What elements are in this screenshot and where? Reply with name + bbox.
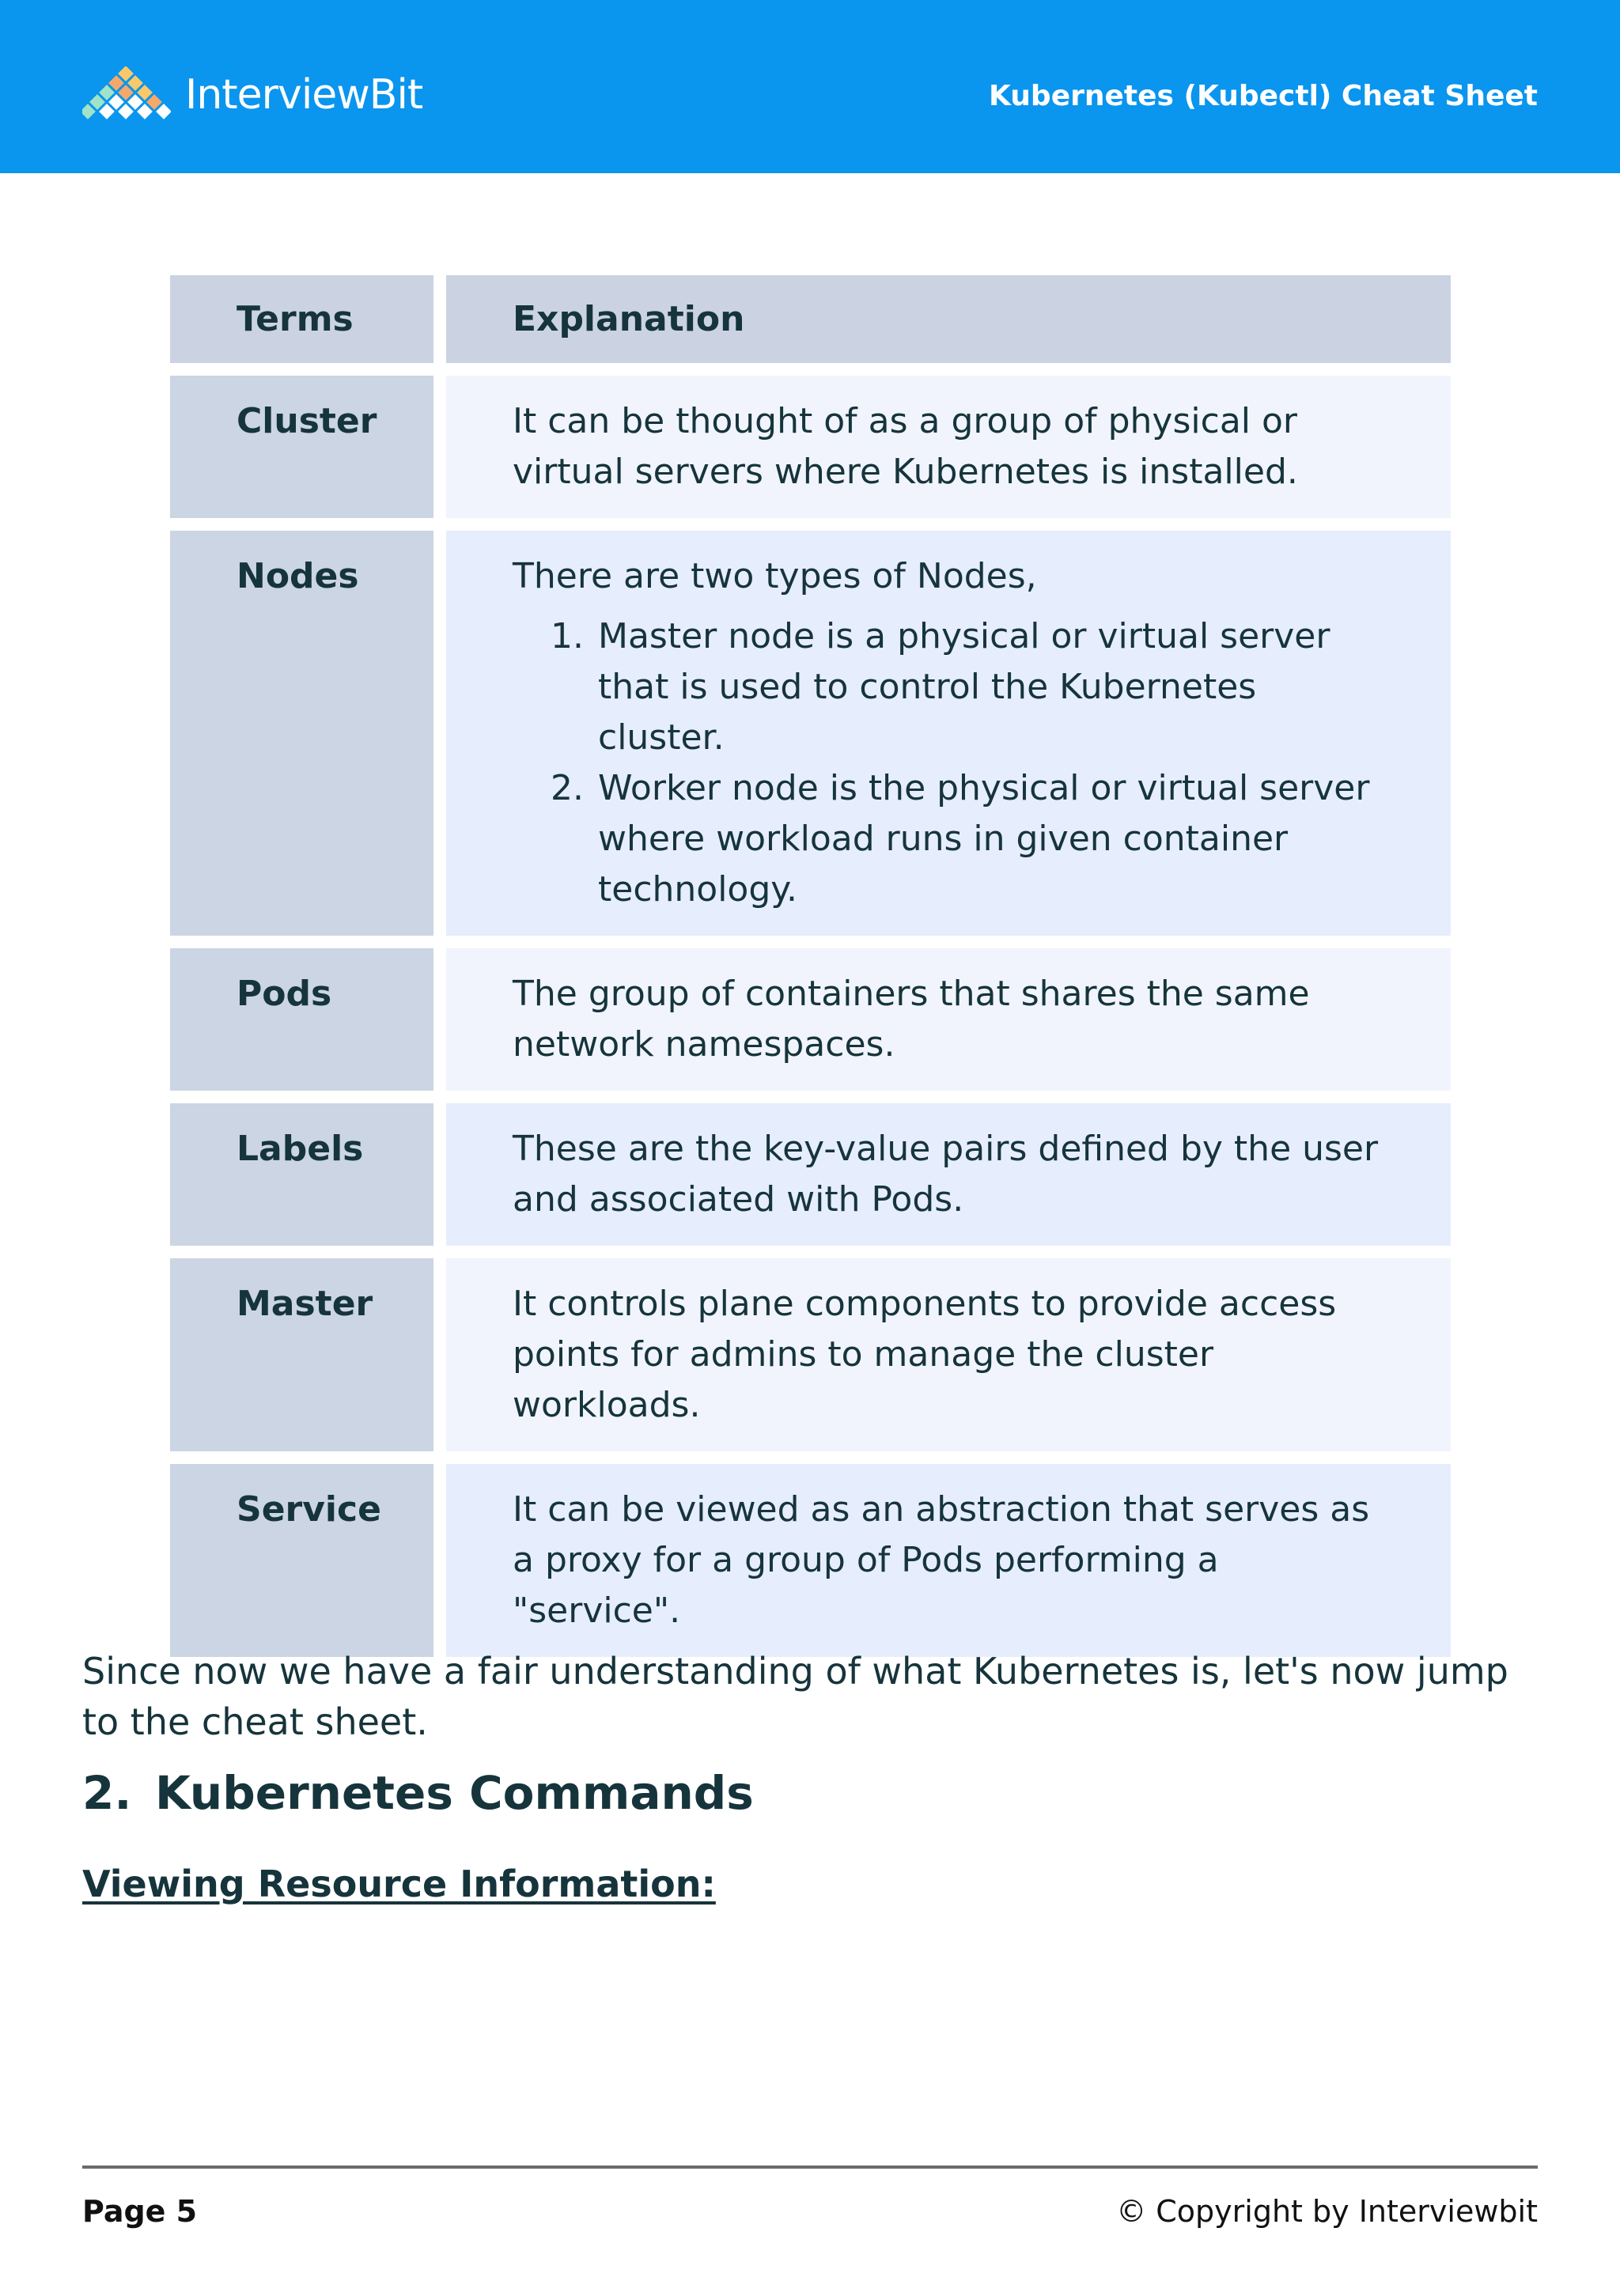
header-cell-explanation: Explanation	[446, 275, 1451, 363]
intro-paragraph: Since now we have a fair understanding of what Kubernetes is, let's now jump to the cheat sheet.	[82, 1650, 1508, 1743]
copyright-text: © Copyright by Interviewbit	[1116, 2194, 1538, 2229]
explanation-cell: It can be thought of as a group of physical or virtual servers where Kubernetes is installed.	[446, 376, 1451, 518]
page-header	[0, 0, 1620, 173]
table-row	[170, 376, 1451, 518]
section-title: Kubernetes Commands	[155, 1766, 754, 1820]
section-number: 2.	[82, 1766, 132, 1820]
node-types-list	[513, 611, 1387, 915]
document-title: Kubernetes (Kubectl) Cheat Sheet	[989, 80, 1538, 112]
term-cell: Master	[170, 1258, 433, 1451]
term-cell: Cluster	[170, 376, 433, 518]
list-item: 1. Master node is a physical or virtual server that is used to control the Kubernetes cluster.	[595, 611, 1387, 763]
list-item: 2. Worker node is the physical or virtual server where workload runs in given container technology.	[595, 763, 1387, 915]
header-cell-terms: Terms	[170, 275, 433, 363]
page-number: Page 5	[82, 2194, 198, 2229]
section-heading	[82, 1765, 754, 1821]
table-row	[170, 1464, 1451, 1657]
term-cell: Labels	[170, 1103, 433, 1246]
interviewbit-logo[interactable]	[82, 63, 422, 127]
term-cell: Nodes	[170, 531, 433, 936]
table-row	[170, 531, 1451, 936]
logo-text: InterviewBit	[185, 71, 423, 119]
table-header-row	[170, 275, 1451, 363]
table-row	[170, 1258, 1451, 1451]
explanation-cell: The group of containers that shares the same network namespaces.	[446, 948, 1451, 1091]
explanation-cell	[446, 531, 1451, 936]
explanation-cell: These are the key-value pairs defined by the user and associated with Pods.	[446, 1103, 1451, 1246]
explanation-intro: There are two types of Nodes,	[513, 556, 1037, 596]
terms-table	[170, 275, 1451, 1670]
subheading: Viewing Resource Information:	[82, 1863, 716, 1905]
term-cell: Pods	[170, 948, 433, 1091]
footer-divider	[82, 2166, 1538, 2169]
table-row	[170, 948, 1451, 1091]
explanation-cell: It controls plane components to provide access points for admins to manage the cluster workloads.	[446, 1258, 1451, 1451]
table-row	[170, 1103, 1451, 1246]
explanation-cell: It can be viewed as an abstraction that serves as a proxy for a group of Pods performing a "service".	[446, 1464, 1451, 1657]
term-cell: Service	[170, 1464, 433, 1657]
interviewbit-logo-icon	[82, 66, 171, 123]
